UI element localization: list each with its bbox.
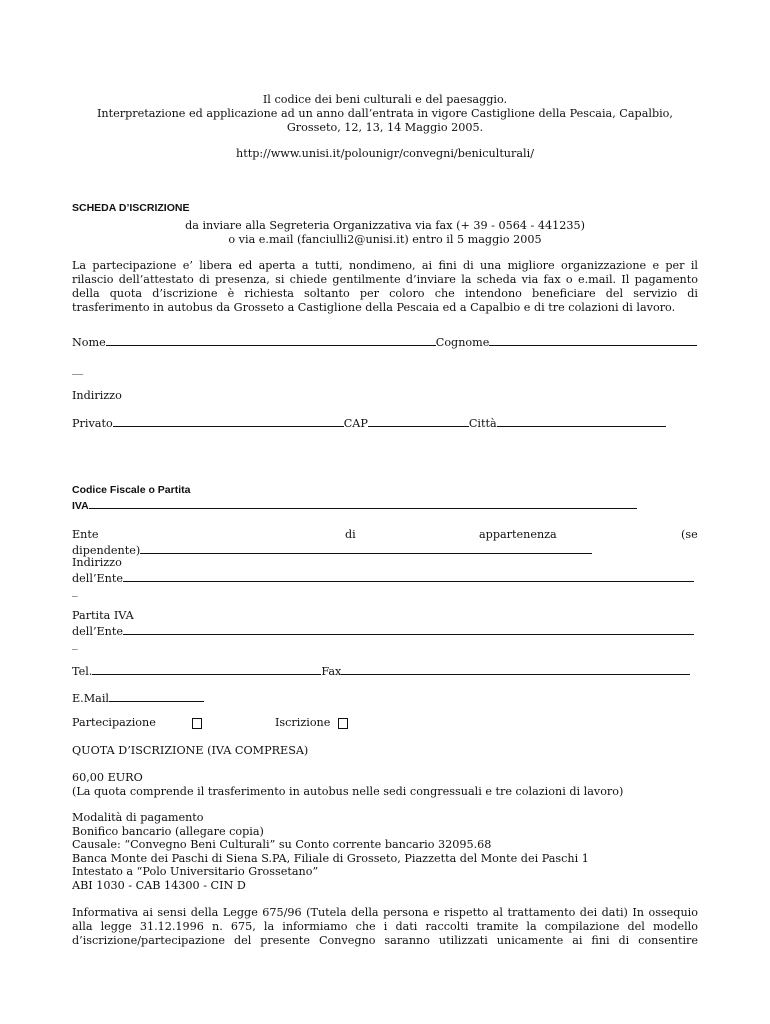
- send-instructions-line-2: o via e.mail (fanciulli2@unisi.it) entro il 5 maggio 2005: [228, 233, 542, 246]
- email-field[interactable]: [109, 690, 204, 702]
- payment-heading: Modalità di pagamento: [72, 811, 204, 824]
- underscore-mark-2: _: [72, 637, 78, 650]
- tel-label: Tel.: [72, 665, 93, 678]
- email-label: E.Mail: [72, 692, 110, 705]
- intro-line-1: La partecipazione e’ libera ed aperta a tutti, nondimeno, ai fini di una migliore organizzazione e per il: [72, 259, 698, 272]
- document-title: Il codice dei beni culturali e del paesaggio.: [262, 93, 508, 106]
- send-instructions-line-1: da inviare alla Segreteria Organizzativa via fax (+ 39 - 0564 - 441235): [185, 219, 585, 232]
- indirizzo-ente-label-line-1: Indirizzo: [72, 556, 122, 569]
- indirizzo-ente-field[interactable]: [123, 570, 694, 582]
- partecipazione-checkbox[interactable]: [192, 718, 202, 729]
- partita-iva-row: [72, 623, 694, 638]
- codice-fiscale-label-line-2: IVA: [72, 500, 89, 512]
- quota-note: (La quota comprende il trasferimento in autobus nelle sedi congressuali e tre colazioni di lavoro): [72, 785, 624, 798]
- iscrizione-label: Iscrizione: [275, 716, 331, 729]
- payment-line-1: Bonifico bancario (allegare copia): [72, 825, 264, 838]
- dash-mark: __: [72, 362, 84, 375]
- tel-fax-row: [72, 663, 690, 678]
- underscore-mark-1: _: [72, 584, 78, 597]
- intro-line-3: della quota d’iscrizione è richiesta soltanto per coloro che intendono beneficiare del servizio di: [72, 287, 698, 300]
- privato-label: Privato: [72, 417, 113, 430]
- ente-field[interactable]: [140, 542, 592, 554]
- privacy-line-2: alla legge 31.12.1996 n. 675, la informiamo che i dati raccolti tramite la compilazione del modello: [72, 920, 698, 933]
- address-row: [72, 415, 666, 430]
- conference-url: http://www.unisi.it/polounigr/convegni/beniculturali/: [236, 147, 534, 160]
- payment-line-2: Causale: “Convegno Beni Culturali” su Conto corrente bancario 32095.68: [72, 838, 492, 851]
- email-row: [72, 690, 204, 705]
- privacy-line-1: Informativa ai sensi della Legge 675/96 (Tutela della persona e rispetto al trattamento dei dati) In ossequio: [72, 906, 698, 919]
- name-row: [72, 334, 697, 349]
- indirizzo-privato-field[interactable]: [113, 415, 344, 427]
- codice-fiscale-field[interactable]: [89, 498, 637, 509]
- fax-label: Fax: [321, 665, 342, 678]
- ente-word-3: appartenenza: [479, 528, 557, 541]
- dipendente-label: dipendente): [72, 544, 141, 557]
- cognome-field[interactable]: [489, 334, 697, 346]
- quota-heading: QUOTA D’ISCRIZIONE (IVA COMPRESA): [72, 744, 309, 757]
- indirizzo-ente-label-line-2: dell’Ente: [72, 572, 123, 585]
- citta-field[interactable]: [497, 415, 666, 427]
- partita-iva-field[interactable]: [123, 623, 694, 635]
- intro-line-2: rilascio dell’attestato di presenza, si chiede gentilmente d’inviare la scheda via fax o e.mail. Il pagamento: [72, 273, 698, 286]
- dipendente-row: [72, 542, 592, 557]
- codice-fiscale-row: [72, 498, 637, 513]
- codice-fiscale-label-line-1: Codice Fiscale o Partita: [72, 484, 191, 496]
- quota-amount: 60,00 EURO: [72, 771, 143, 784]
- ente-word-2: di: [345, 528, 356, 541]
- cap-field[interactable]: [368, 415, 469, 427]
- payment-line-3: Banca Monte dei Paschi di Siena S.PA, Filiale di Grosseto, Piazzetta del Monte dei Paschi 1: [72, 852, 589, 865]
- nome-field[interactable]: [106, 334, 436, 346]
- payment-line-4: Intestato a “Polo Universitario Grossetano”: [72, 865, 319, 878]
- fax-field[interactable]: [341, 663, 690, 675]
- iscrizione-checkbox[interactable]: [338, 718, 348, 729]
- cap-label: CAP: [343, 417, 368, 430]
- privacy-line-3: d’iscrizione/partecipazione del presente Convegno saranno utilizzati unicamente ai fini di consentire: [72, 934, 698, 947]
- cognome-label: Cognome: [435, 336, 490, 349]
- indirizzo-label: Indirizzo: [72, 389, 122, 402]
- indirizzo-ente-row: [72, 570, 694, 585]
- document-subtitle-line-2: Grosseto, 12, 13, 14 Maggio 2005.: [286, 121, 484, 134]
- citta-label: Città: [468, 417, 497, 430]
- ente-word-4: (se: [681, 528, 698, 541]
- document-subtitle-line-1: Interpretazione ed applicazione ad un anno dall’entrata in vigore Castiglione della Pescaia, Capalbio,: [97, 107, 673, 120]
- payment-line-5: ABI 1030 - CAB 14300 - CIN D: [72, 879, 246, 892]
- partecipazione-label: Partecipazione: [72, 716, 156, 729]
- partita-iva-label-line-1: Partita IVA: [72, 609, 134, 622]
- intro-line-4: trasferimento in autobus da Grosseto a Castiglione della Pescaia ed a Capalbio e di tre colazioni di lavoro.: [72, 301, 676, 314]
- partita-iva-label-line-2: dell’Ente: [72, 625, 123, 638]
- nome-label: Nome: [72, 336, 106, 349]
- registration-form-heading: SCHEDA D’ISCRIZIONE: [72, 202, 190, 214]
- tel-field[interactable]: [92, 663, 321, 675]
- ente-word-1: Ente: [72, 528, 99, 541]
